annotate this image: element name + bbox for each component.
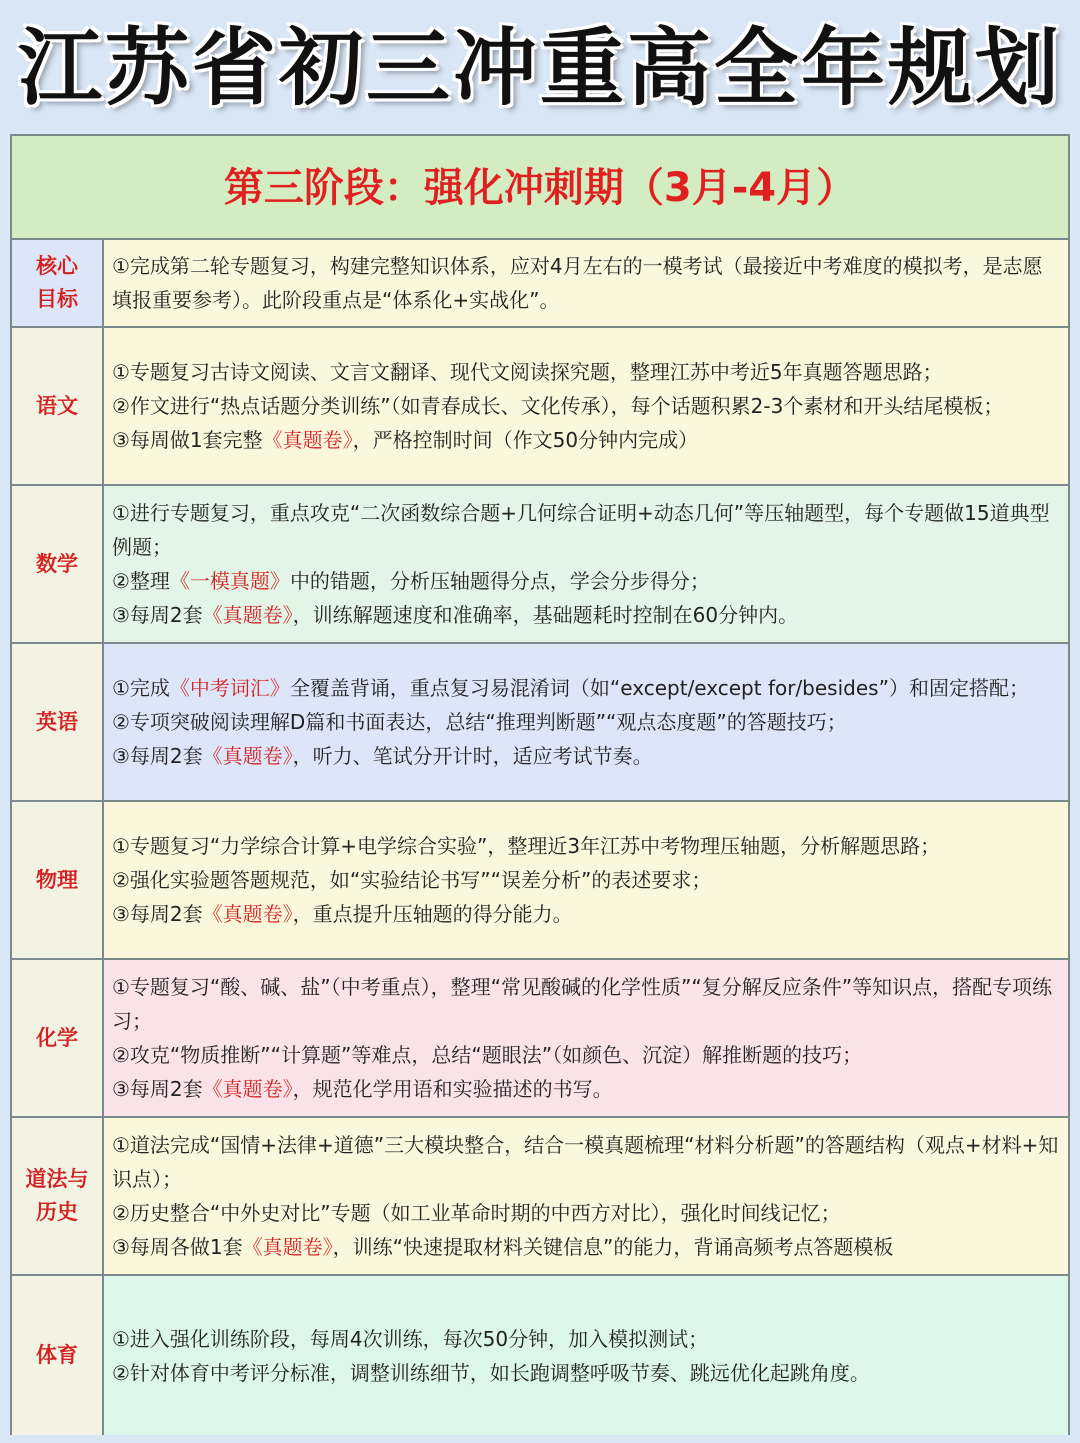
highlight-text: 《中考词汇》 (169, 676, 290, 700)
content-line (112, 1230, 1060, 1264)
table-row (12, 486, 1068, 644)
content-text: ③每周各做1套 (112, 1235, 243, 1259)
row-label: 核心 目标 (12, 240, 104, 326)
row-label: 数学 (12, 486, 104, 642)
content-text: ③每周2套 (112, 603, 203, 627)
content-line (112, 1038, 1060, 1072)
row-label: 物理 (12, 802, 104, 958)
content-text: ①专题复习“力学综合计算+电学综合实验”，整理近3年江苏中考物理压轴题，分析解题思路； (112, 834, 941, 858)
highlight-text: 《真题卷》 (202, 902, 293, 926)
table-row (12, 328, 1068, 486)
row-label: 体育 (12, 1276, 104, 1435)
content-line (112, 897, 1060, 931)
content-line (112, 1322, 1060, 1356)
highlight-text: 《真题卷》 (202, 1077, 293, 1101)
content-text: ②整理 (112, 569, 170, 593)
content-text: 全覆盖背诵，重点复习易混淆词（如“except/except for/besides”）和固定搭配； (289, 676, 1029, 700)
content-line (112, 564, 1060, 598)
content-text: ③每周2套 (112, 902, 203, 926)
plan-table (10, 134, 1070, 1435)
page-title: 江苏省初三冲重高全年规划 (17, 19, 1062, 117)
highlight-text: 《真题卷》 (262, 428, 353, 452)
table-row (12, 960, 1068, 1118)
content-line (112, 423, 1060, 457)
content-text: ②作文进行“热点话题分类训练”（如青春成长、文化传承），每个话题积累2-3个素材和开头结尾模板； (112, 394, 1004, 418)
content-line (112, 1128, 1060, 1196)
content-text: ①进入强化训练阶段，每周4次训练，每次50分钟，加入模拟测试； (112, 1326, 709, 1351)
row-content (104, 960, 1068, 1116)
content-line (112, 355, 1060, 389)
content-text: ③每周2套 (112, 1077, 203, 1101)
content-text: 中的错题，分析压轴题得分点，学会分步得分； (289, 569, 710, 593)
content-line (112, 863, 1060, 897)
highlight-text: 《一模真题》 (169, 569, 290, 593)
table-row (12, 1276, 1068, 1435)
content-text: ①完成 (112, 676, 170, 700)
highlight-text: 《真题卷》 (202, 603, 293, 627)
content-text: ①道法完成“国情+法律+道德”三大模块整合，结合一模真题梳理“材料分析题”的答题结构（观点+材料+知识点）； (112, 1133, 1059, 1191)
row-label: 化学 (12, 960, 104, 1116)
content-text: ②历史整合“中外史对比”专题（如工业革命时期的中西方对比），强化时间线记忆； (112, 1201, 841, 1225)
row-content (104, 802, 1068, 958)
content-text: ，训练解题速度和准确率，基础题耗时控制在60分钟内。 (292, 603, 799, 627)
content-text: ①完成第二轮专题复习，构建完整知识体系，应对4月左右的一模考试（最接近中考难度的模拟考，是志愿填报重要参考）。此阶段重点是“体系化+实战化”。 (112, 254, 1043, 312)
table-row (12, 1118, 1068, 1276)
content-line (112, 1072, 1060, 1106)
row-content (104, 1276, 1068, 1435)
row-content (104, 328, 1068, 484)
content-text: ，规范化学用语和实验描述的书写。 (292, 1077, 613, 1101)
highlight-text: 《真题卷》 (202, 744, 293, 768)
content-line (112, 705, 1060, 739)
content-line (112, 1196, 1060, 1230)
content-line (112, 671, 1060, 705)
row-content (104, 240, 1068, 326)
content-text: ②针对体育中考评分标准，调整训练细节，如长跑调整呼吸节奏、跳远优化起跳角度。 (112, 1360, 870, 1385)
row-label: 英语 (12, 644, 104, 800)
table-row (12, 802, 1068, 960)
table-row (12, 240, 1068, 328)
content-text: ，重点提升压轴题的得分能力。 (292, 902, 573, 926)
row-content (104, 1118, 1068, 1274)
content-text: ①进行专题复习，重点攻克“二次函数综合题+几何综合证明+动态几何”等压轴题型，每个专题做15道典型例题； (112, 501, 1050, 559)
content-text: ，严格控制时间（作文50分钟内完成） (352, 428, 699, 452)
content-line (112, 970, 1060, 1038)
table-row (12, 644, 1068, 802)
content-text: ，听力、笔试分开计时，适应考试节奏。 (292, 744, 653, 768)
content-line (112, 389, 1060, 423)
highlight-text: 《真题卷》 (242, 1235, 333, 1259)
content-text: ②攻克“物质推断”“计算题”等难点，总结“题眼法”（如颜色、沉淀）解推断题的技巧； (112, 1043, 863, 1067)
content-line (112, 598, 1060, 632)
row-label: 道法与 历史 (12, 1118, 104, 1274)
content-line (112, 1356, 1060, 1390)
content-line (112, 739, 1060, 773)
row-content (104, 486, 1068, 642)
row-label: 语文 (12, 328, 104, 484)
content-text: ①专题复习“酸、碱、盐”（中考重点），整理“常见酸碱的化学性质”“复分解反应条件”等知识点，搭配专项练习； (112, 975, 1053, 1033)
content-text: ②强化实验题答题规范，如“实验结论书写”“误差分析”的表述要求； (112, 868, 712, 892)
content-text: ，训练“快速提取材料关键信息”的能力，背诵高频考点答题模板 (332, 1235, 894, 1259)
content-text: ②专项突破阅读理解D篇和书面表达，总结“推理判断题”“观点态度题”的答题技巧； (112, 710, 847, 734)
stage-title: 第三阶段：强化冲刺期（3月-4月） (12, 136, 1068, 240)
content-line (112, 496, 1060, 564)
content-text: ③每周2套 (112, 744, 203, 768)
content-line (112, 249, 1060, 317)
row-content (104, 644, 1068, 800)
content-line (112, 829, 1060, 863)
content-text: ①专题复习古诗文阅读、文言文翻译、现代文阅读探究题，整理江苏中考近5年真题答题思路； (112, 360, 943, 384)
content-text: ③每周做1套完整 (112, 428, 263, 452)
